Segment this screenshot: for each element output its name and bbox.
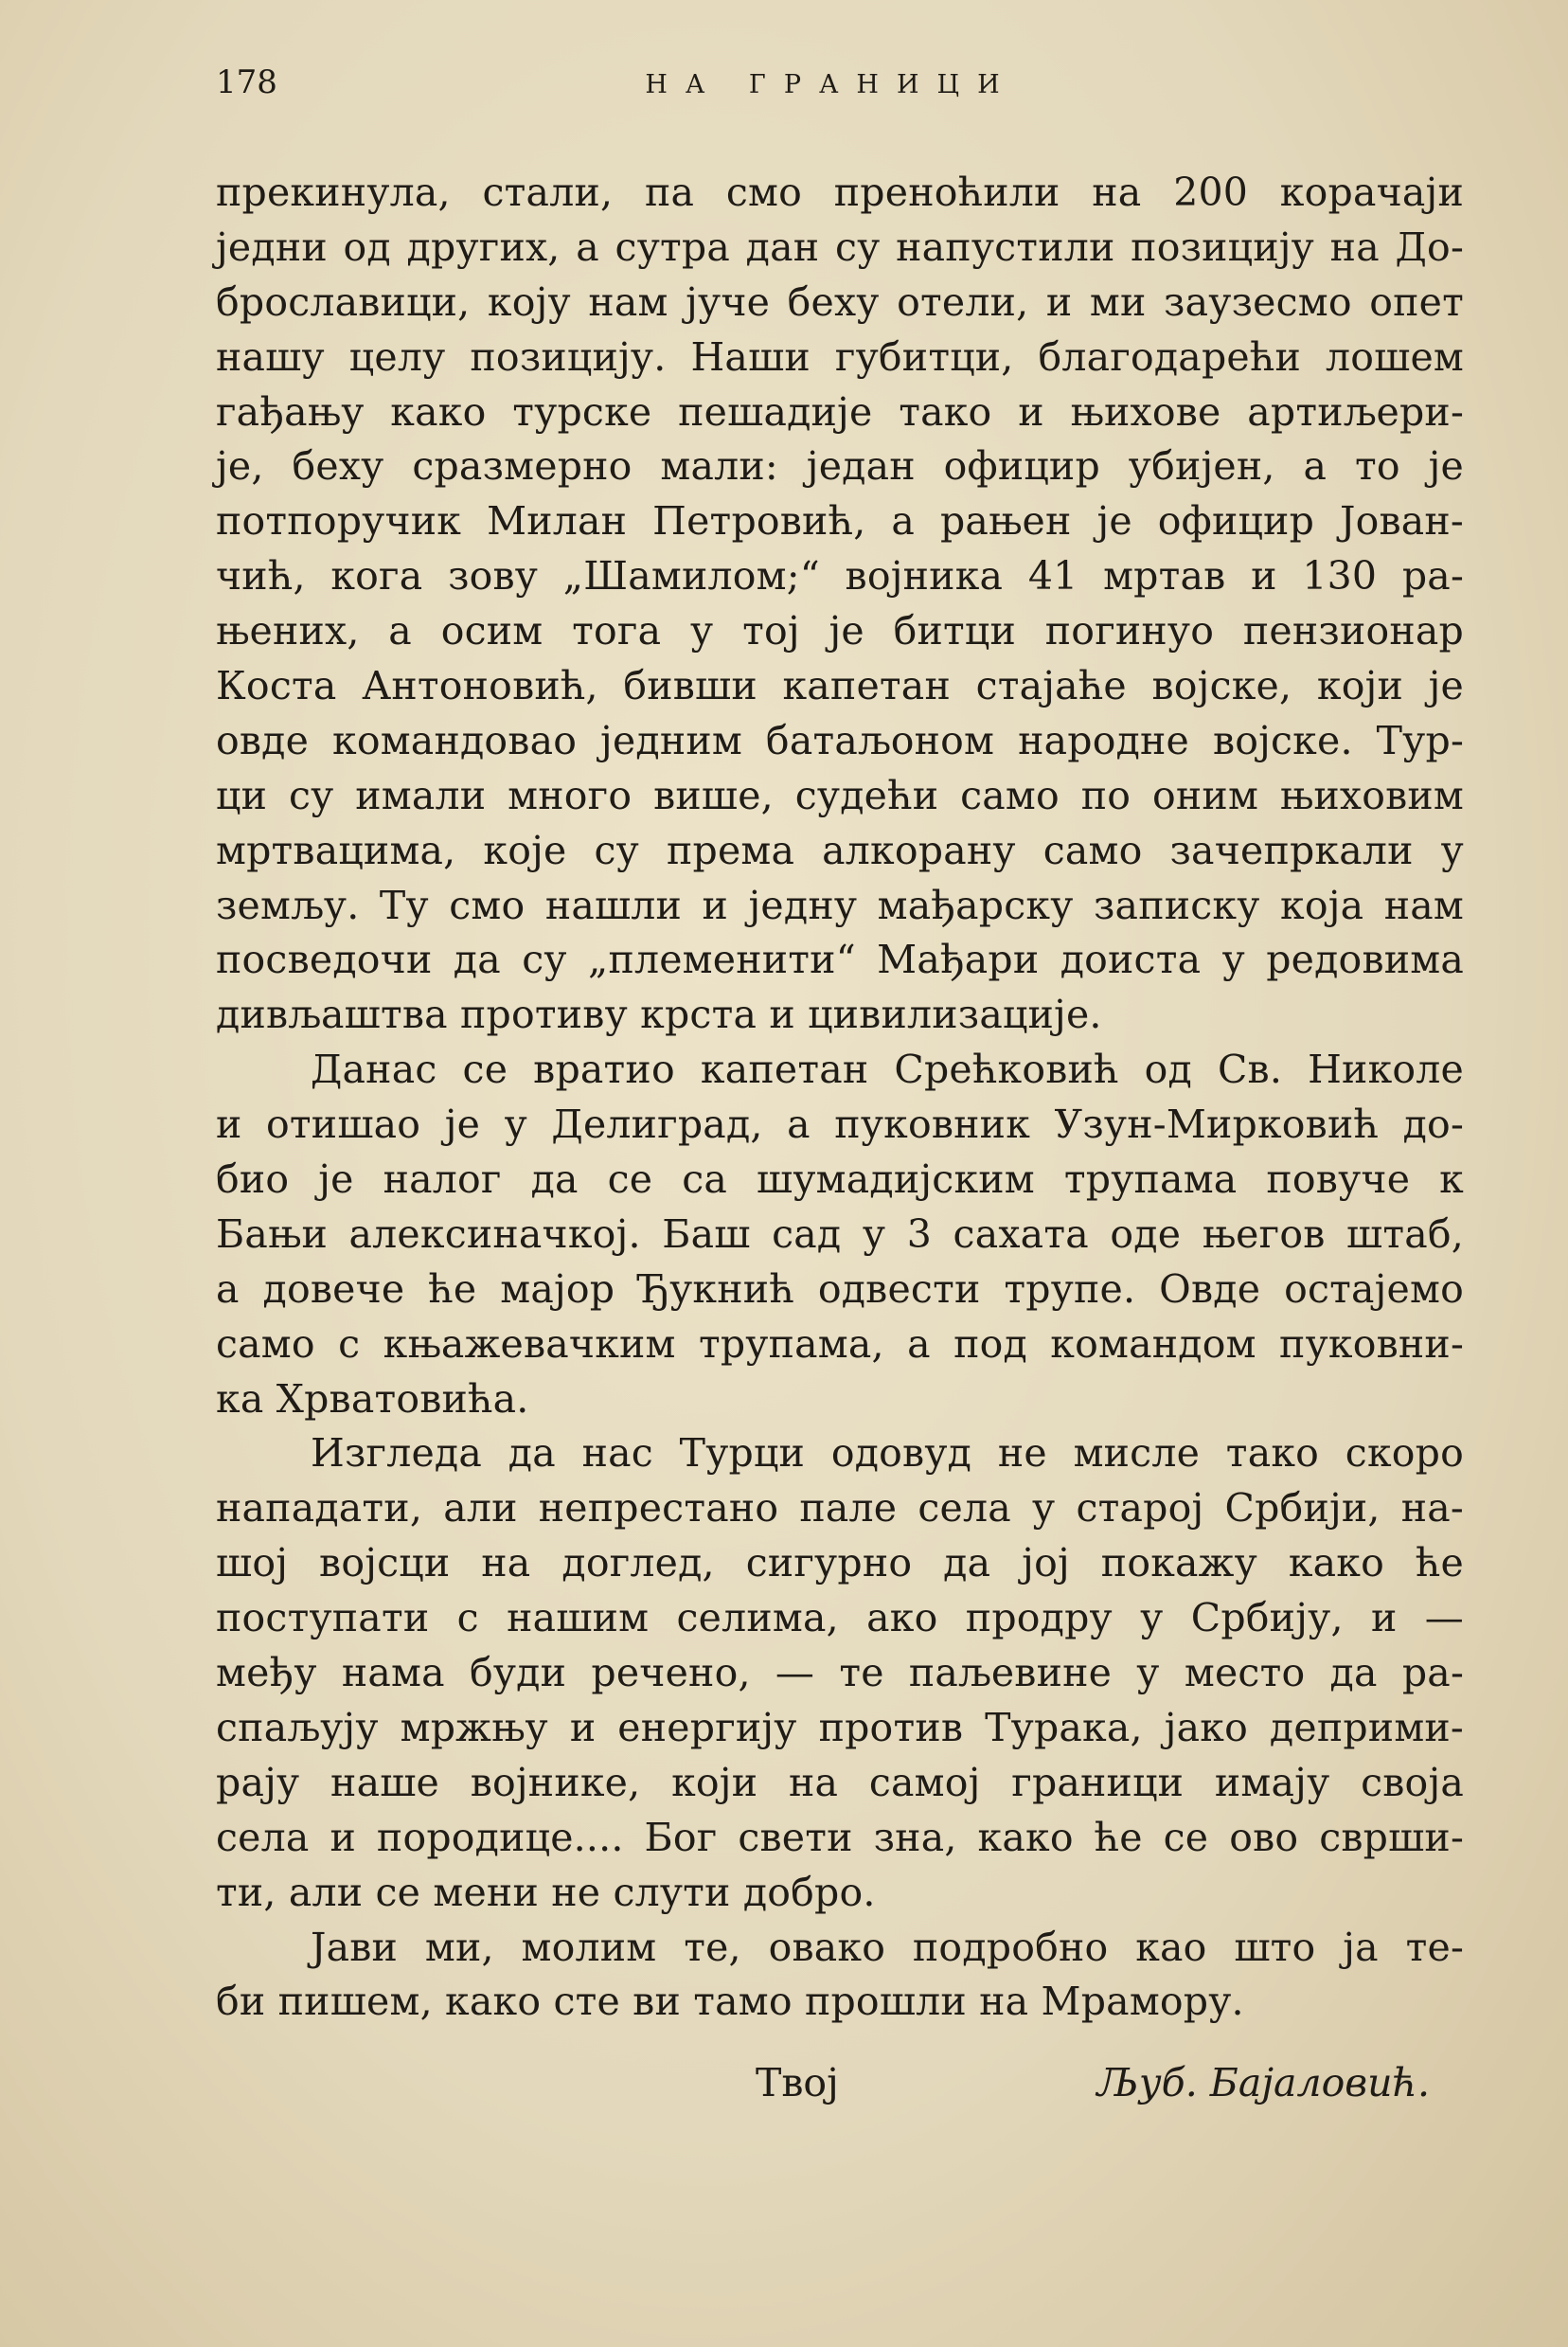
text-line: био је налог да се са шумадијским трупама повуче к bbox=[216, 1156, 1464, 1203]
text-line: Коста Антоновић, бивши капетан стајаће војске, који је bbox=[216, 663, 1464, 709]
signature-closing: Твој bbox=[756, 2060, 839, 2106]
text-line: ци су имали много више, судећи само по оним њиховим bbox=[216, 772, 1464, 818]
signature-line bbox=[216, 2030, 1464, 2105]
text-line: међу нама буди речено, — те паљевине у место да ра- bbox=[216, 1650, 1464, 1696]
text-line: њених, а осим тога у тој је битци погинуо пензионар bbox=[216, 608, 1464, 654]
text-line: прекинула, стали, па смо преноћили на 200 корачаји bbox=[216, 170, 1464, 215]
text-line: само с књажевачким трупама, а под командом пуковни- bbox=[216, 1320, 1464, 1367]
text-line: брославици, коју нам јуче беху отели, и ми заузесмо опет bbox=[216, 278, 1464, 325]
text-line: је, беху сразмерно мали: један официр убијен, а то је bbox=[216, 443, 1464, 490]
text-line: би пишем, како сте ви тамо прошли на Мрамору. bbox=[216, 1979, 1244, 2025]
text-line: ти, али се мени не слути добро. bbox=[216, 1869, 876, 1915]
text-line: спаљују мржњу и енергију против Турака, јако деприми- bbox=[216, 1704, 1464, 1750]
text-line: Јави ми, молим те, овако подробно као што ја те- bbox=[311, 1924, 1464, 1970]
text-line: овде командовао једним батаљоном народне војске. Тур- bbox=[216, 717, 1464, 763]
page-number: 178 bbox=[216, 63, 277, 101]
text-line: Изгледа да нас Турци одовуд не мисле тако скоро bbox=[311, 1430, 1464, 1477]
text-line: посведочи да су „племенити“ Мађари доиста у редовима bbox=[216, 937, 1464, 983]
text-line: и отишао је у Делиград, а пуковник Узун-Мирковић до- bbox=[216, 1102, 1464, 1148]
text-line: рају наше војнике, који на самој граници имају своја bbox=[216, 1759, 1464, 1805]
text-line: а довече ће мајор Ђукнић одвести трупе. Овде остајемо bbox=[216, 1265, 1464, 1312]
text-line: потпоручик Милан Петровић, а рањен је официр Јован- bbox=[216, 498, 1464, 545]
text-line: чић, кога зову „Шамилом;“ војника 41 мртав и 130 ра- bbox=[216, 553, 1464, 600]
text-line: једни од других, а сутра дан су напустили позицију на До- bbox=[216, 224, 1464, 270]
text-line: поступати с нашим селима, ако продру у Србију, и — bbox=[216, 1595, 1464, 1641]
text-line: мртвацима, које су према алкорану само зачепркали у bbox=[216, 827, 1464, 873]
text-line: нашу целу позицију. Наши губитци, благодарећи лошем bbox=[216, 333, 1464, 380]
text-line: земљу. Ту смо нашли и једну мађарску записку која нам bbox=[216, 882, 1464, 928]
text-line: ка Хрватовића. bbox=[216, 1375, 529, 1422]
body-text bbox=[216, 166, 1464, 2105]
text-line: гађању како турске пешадије тако и њихове артиљери- bbox=[216, 388, 1464, 435]
text-line: села и породице.... Бог свети зна, како ће се ово сврши- bbox=[216, 1814, 1464, 1860]
text-line: нападати, али непрестано пале села у старој Србији, на- bbox=[216, 1485, 1464, 1532]
signature-name: Љуб. Бајаловић. bbox=[1096, 2060, 1430, 2106]
text-line: Бањи алексиначкој. Баш сад у 3 сахата оде његов штаб, bbox=[216, 1210, 1464, 1257]
running-title: НА ГРАНИЦИ bbox=[645, 70, 1018, 99]
text-line: шој војсци на доглед, сигурно да јој покажу како ће bbox=[216, 1540, 1464, 1586]
text-line: Данас се вратио капетан Срећковић од Св. Николе bbox=[311, 1047, 1464, 1093]
text-line: дивљаштва противу крста и цивилизације. bbox=[216, 992, 1102, 1038]
